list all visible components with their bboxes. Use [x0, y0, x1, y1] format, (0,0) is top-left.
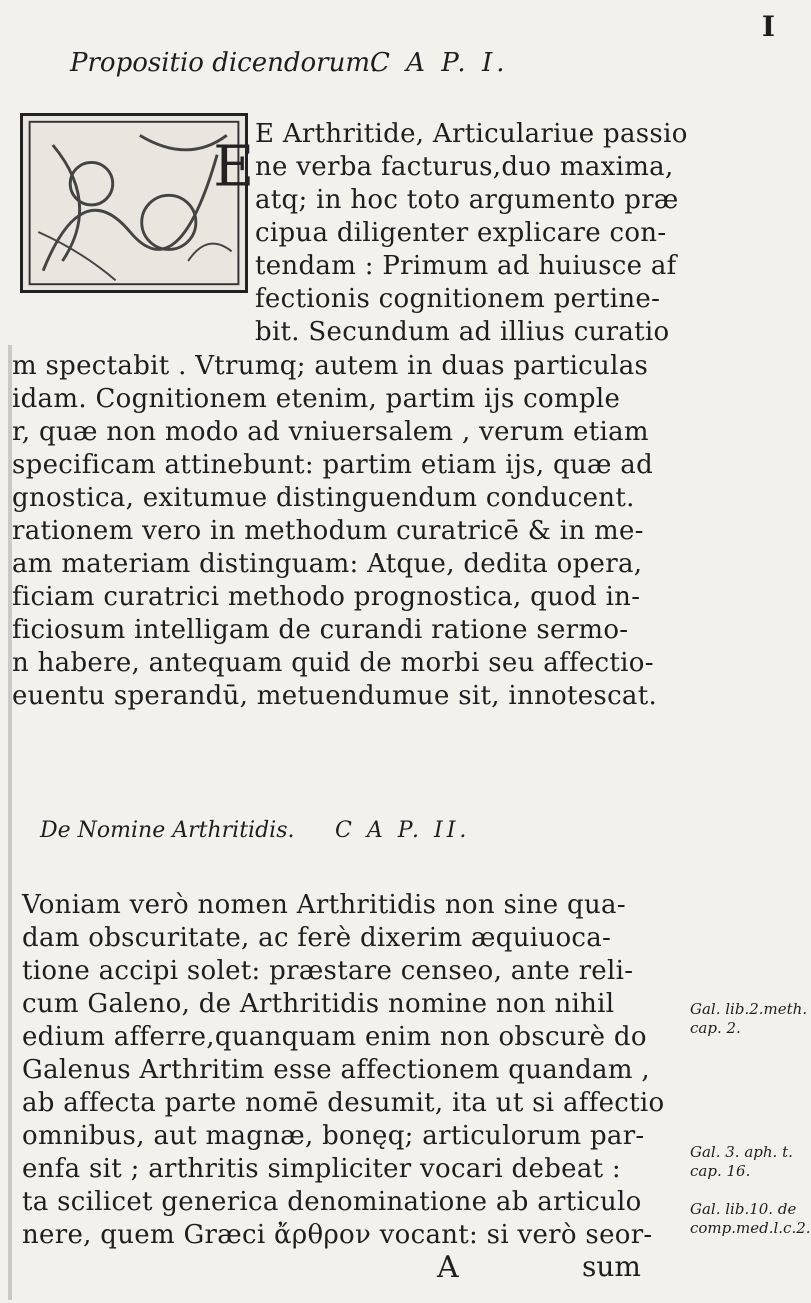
decorated-initial [20, 113, 255, 293]
text-line: rationem vero in methodum curatricē & in me- [12, 516, 644, 546]
text-line: gnostica, exitumue distinguendum conducent. [12, 483, 635, 513]
catchword: sum [582, 1250, 641, 1283]
text-line: m spectabit . Vtrumq; autem in duas particulas [12, 351, 649, 381]
margin-note-line: comp.med.l.c.2. [690, 1219, 811, 1237]
ornament-initial-e-icon [23, 116, 255, 290]
text-line: dam obscuritate, ac ferè dixerim æquiuoca- [22, 923, 612, 953]
svg-text:E: E [213, 134, 255, 200]
page-number: I [761, 10, 775, 43]
text-line: tendam : Primum ad huiusce af [255, 251, 677, 281]
text-line: enfa sit ; arthritis simpliciter vocari debeat : [22, 1154, 621, 1184]
text-line: n habere, antequam quid de morbi seu affectio- [12, 648, 654, 678]
text-line: E Arthritide, Articulariue passio [255, 119, 688, 149]
text-line: tione accipi solet: præstare censeo, ante reli- [22, 956, 634, 986]
text-line: Voniam verò nomen Arthritidis non sine qua- [22, 890, 626, 920]
text-line: cipua diligenter explicare con- [255, 218, 667, 248]
text-line: nere, quem Græci ἄρθρον vocant: si verò seor- [22, 1220, 653, 1250]
margin-note-line: Gal. lib.10. de [690, 1200, 797, 1218]
text-line: ta scilicet generica denominatione ab articulo [22, 1187, 642, 1217]
text-line: ab affecta parte nomē desumit, ita ut si affectio [22, 1088, 665, 1118]
signature-mark: A [437, 1250, 459, 1285]
header-title: Propositio dicendorum. [70, 48, 379, 78]
text-line: euentu sperandū, metuendumue sit, innotescat. [12, 681, 658, 711]
text-line: ne verba facturus,duo maxima, [255, 152, 674, 182]
text-line: idam. Cognitionem etenim, partim ijs comple [12, 384, 621, 414]
text-line: specificam attinebunt: partim etiam ijs, quæ ad [12, 450, 654, 480]
text-line: r, quæ non modo ad vniuersalem , verum etiam [12, 417, 649, 447]
text-line: am materiam distinguam: Atque, dedita opera, [12, 549, 643, 579]
margin-note-line: Gal. 3. aph. t. [690, 1143, 793, 1161]
text-line: ficiam curatrici methodo prognostica, quod in- [12, 582, 641, 612]
chapter-heading [40, 818, 471, 843]
margin-note [690, 1143, 793, 1181]
chapter-title: De Nomine Arthritidis. [40, 818, 295, 843]
header-chapter: C A P. I. [370, 48, 509, 78]
text-line: Galenus Arthritim esse affectionem quandam , [22, 1055, 650, 1085]
text-line: omnibus, aut magnæ, bonęq; articulorum par- [22, 1121, 645, 1151]
margin-note-line: cap. 16. [690, 1162, 751, 1180]
text-line: ficiosum intelligam de curandi ratione sermo- [12, 615, 629, 645]
text-line: cum Galeno, de Arthritidis nomine non nihil [22, 989, 615, 1019]
chapter-number: C A P. II. [335, 818, 471, 843]
margin-note [690, 1000, 807, 1038]
margin-note-line: cap. 2. [690, 1019, 741, 1037]
margin-note-line: Gal. lib.2.meth. [690, 1000, 808, 1018]
margin-note [690, 1200, 811, 1238]
text-line: fectionis cognitionem pertine- [255, 284, 661, 314]
text-line: edium afferre,quanquam enim non obscurè do [22, 1022, 647, 1052]
text-line: bit. Secundum ad illius curatio [255, 317, 670, 347]
running-header [70, 10, 775, 88]
text-line: atq; in hoc toto argumento præ [255, 185, 679, 215]
